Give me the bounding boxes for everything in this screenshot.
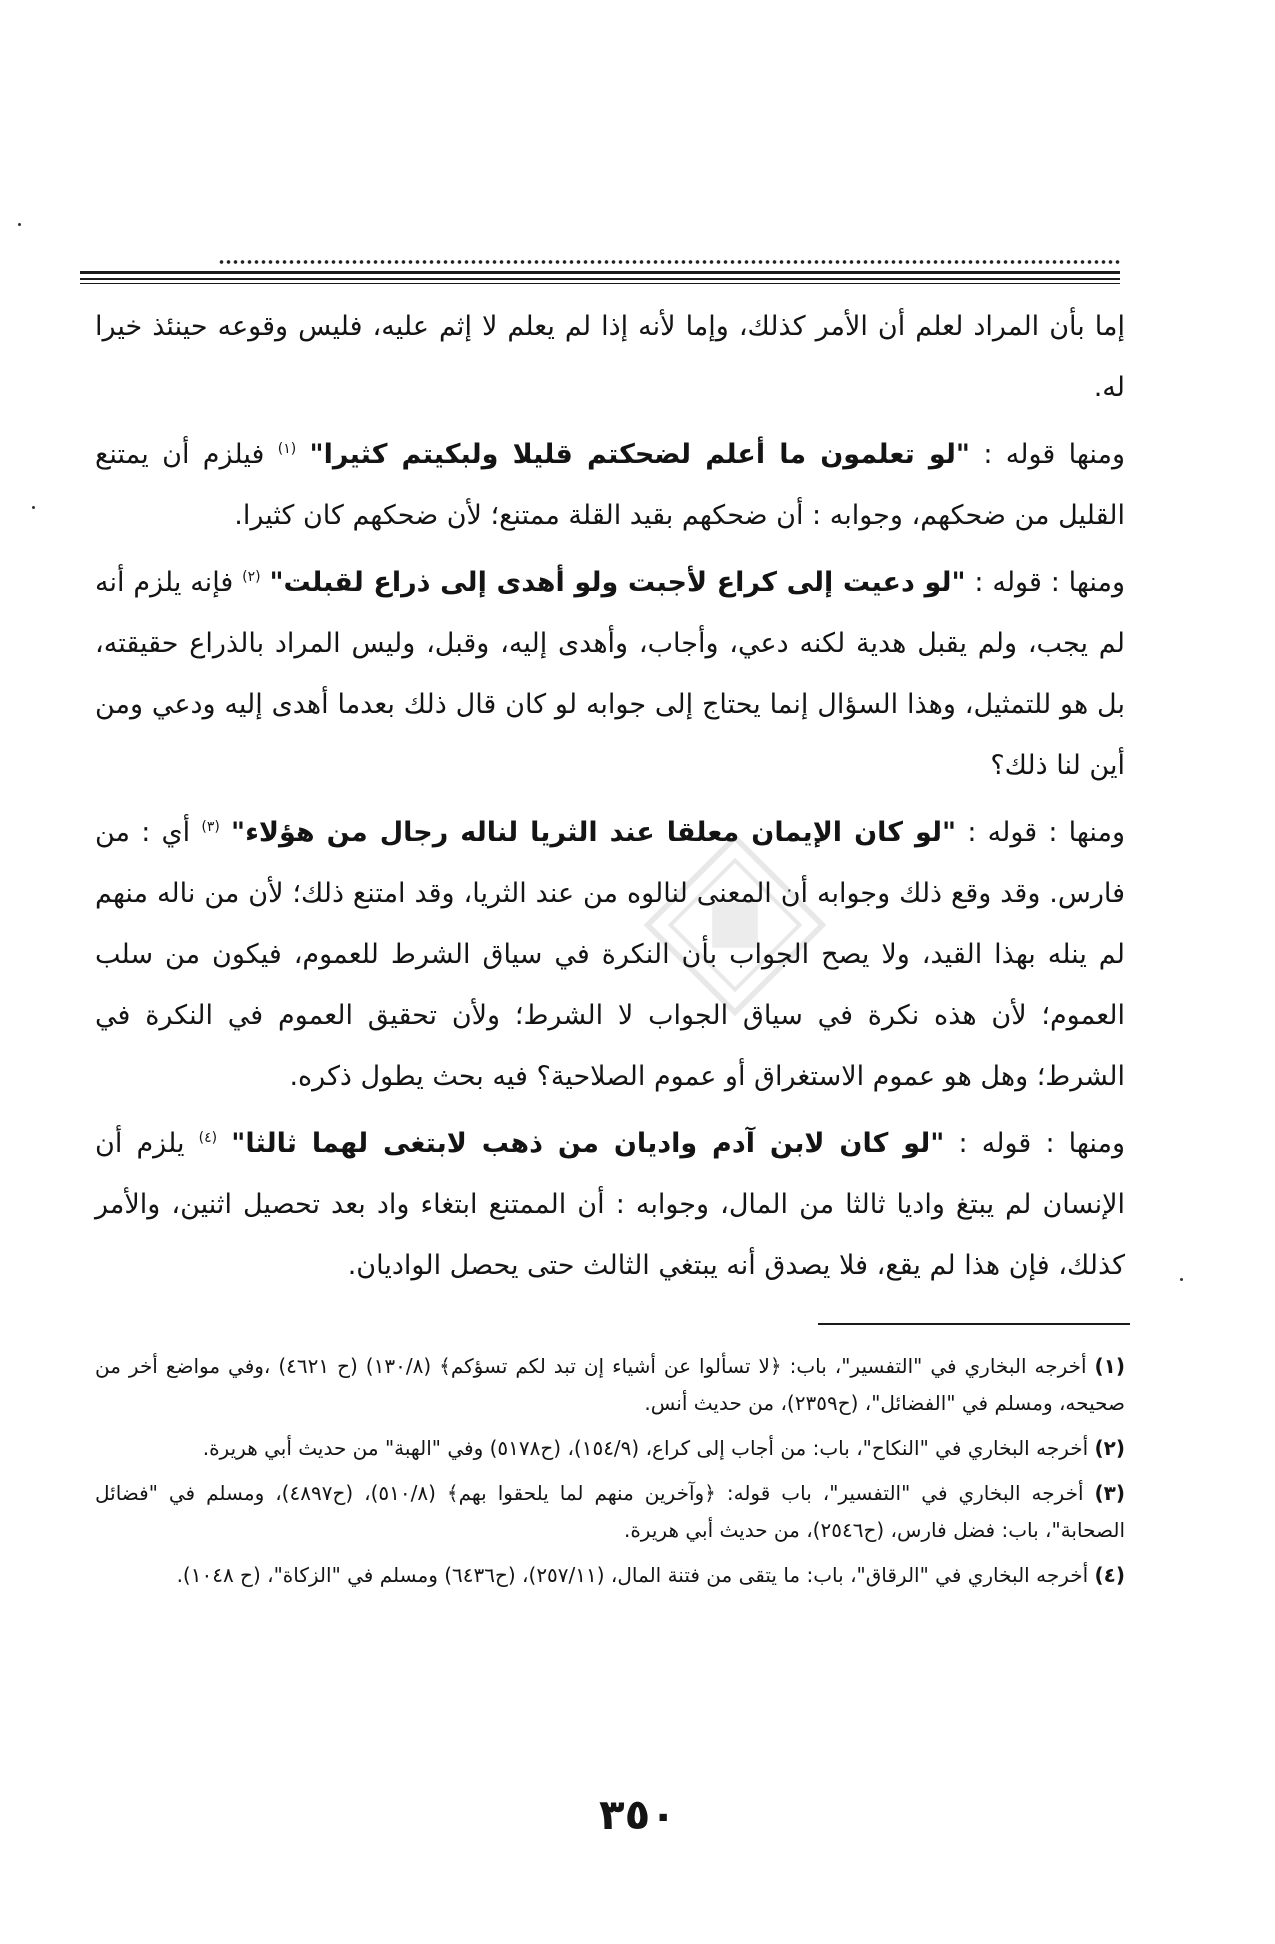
footnote-item xyxy=(95,1430,1125,1467)
paragraph-hadith-2 xyxy=(95,552,1125,796)
hadith-quote: "لو تعلمون ما أعلم لضحكتم قليلا ولبكيتم كثيرا" xyxy=(309,439,971,470)
footnote-text: أخرجه البخاري في "النكاح"، باب: من أجاب إلى كراع، (١٥٤/٩)، (ح٥١٧٨) وفي "الهبة" من حديث أبي هريرة. xyxy=(202,1436,1089,1460)
scan-speck xyxy=(18,223,21,226)
header-rule-thick xyxy=(80,271,1120,274)
hadith-quote: "لو دعيت إلى كراع لأجبت ولو أهدى إلى ذراع لقبلت" xyxy=(269,567,966,598)
paragraph-text: إما بأن المراد لعلم أن الأمر كذلك، وإما لأنه إذا لم يعلم لا إثم عليه، فليس وقوعه حينئذ خيرا له. xyxy=(95,311,1125,403)
paragraph-continuation xyxy=(95,296,1125,418)
footnote-text: أخرجه البخاري في "التفسير"، باب: ﴿لا تسألوا عن أشياء إن تبد لكم تسؤكم﴾ (١٣٠/٨) (ح ٤٦٢١) ،وفي مواضع أخر من صحيحه، ومسلم في "الفضائل"، (ح٢٣٥٩)، من حديث أنس. xyxy=(95,1354,1125,1415)
scan-speck xyxy=(1180,1278,1183,1281)
hadith-quote: "لو كان لابن آدم واديان من ذهب لابتغى لهما ثالثا" xyxy=(231,1128,945,1159)
paragraph-hadith-3 xyxy=(95,802,1125,1107)
scan-speck xyxy=(32,506,35,509)
page-number: ٣٥٠ xyxy=(599,1790,676,1839)
paragraph-lead: ومنها : قوله : xyxy=(965,567,1125,598)
paragraph-hadith-1 xyxy=(95,424,1125,546)
paragraph-tail: أي : من فارس. وقد وقع ذلك وجوابه أن المعنى لنالوه من عند الثريا، وقد امتنع ذلك؛ لأن من ناله منهم لم ينله بهذا القيد، ولا يصح الجواب بأن النكرة في سياق الشرط للعموم، فيكون من سلب العموم؛ لأن هذه نكرة في سياق الجواب لا الشرط؛ ولأن تحقيق العموم في النكرة في الشرط؛ وهل هو عموم الاستغراق أو عموم الصلاحية؟ فيه بحث يطول ذكره. xyxy=(95,817,1125,1092)
footnote-ref: (٣) xyxy=(201,819,220,835)
paragraph-hadith-4 xyxy=(95,1113,1125,1296)
footnote-text: أخرجه البخاري في "الرقاق"، باب: ما يتقى من فتنة المال، (٢٥٧/١١)، (ح٦٤٣٦) ومسلم في "الزكاة"، (ح ١٠٤٨). xyxy=(176,1563,1089,1587)
footnote-ref: (١) xyxy=(277,441,297,457)
footnote-item xyxy=(95,1348,1125,1422)
paragraph-lead: ومنها : قوله : xyxy=(956,817,1126,848)
paragraph-tail: فيلزم أن يمتنع القليل من ضحكهم، وجوابه : أن ضحكهم بقيد القلة ممتنع؛ لأن ضحكهم كان كثيرا. xyxy=(95,439,1125,531)
footnote-number: (٢) xyxy=(1094,1436,1125,1460)
footnote-item xyxy=(95,1475,1125,1549)
footnote-item xyxy=(95,1557,1125,1594)
footnote-ref: (٢) xyxy=(242,569,261,585)
header-rule-thin xyxy=(80,283,1120,284)
hadith-quote: "لو كان الإيمان معلقا عند الثريا لناله رجال من هؤلاء" xyxy=(231,817,957,848)
paragraph-tail: يلزم أن الإنسان لم يبتغ واديا ثالثا من المال، وجوابه : أن الممتنع ابتغاء واد بعد تحصيل اثنين، والأمر كذلك، فإن هذا لم يقع، فلا يصدق أنه يبتغي الثالث حتى يحصل الواديان. xyxy=(95,1128,1125,1281)
footnotes xyxy=(95,1348,1125,1602)
footnote-number: (٣) xyxy=(1094,1481,1125,1505)
footnote-separator xyxy=(818,1323,1130,1325)
header-dotted-rule xyxy=(218,258,1120,266)
main-text xyxy=(95,296,1125,1302)
footnote-text: أخرجه البخاري في "التفسير"، باب قوله: ﴿وآخرين منهم لما يلحقوا بهم﴾ (٥١٠/٨)، (ح٤٨٩٧)، ومسلم في "فضائل الصحابة"، باب: فضل فارس، (ح٢٥٤٦)، من حديث أبي هريرة. xyxy=(95,1481,1125,1542)
paragraph-lead: ومنها : قوله : xyxy=(944,1128,1125,1159)
header-rule-middle xyxy=(80,278,1120,280)
footnote-number: (٤) xyxy=(1094,1563,1125,1587)
paragraph-tail: فإنه يلزم أنه لم يجب، ولم يقبل هدية لكنه دعي، وأجاب، وأهدى إليه، وقبل، وليس المراد بالذراع حقيقته، بل هو للتمثيل، وهذا السؤال إنما يحتاج إلى جوابه لو كان قال ذلك بعدما أهدى إليه ودعي ومن أين لنا ذلك؟ xyxy=(95,567,1125,781)
footnote-number: (١) xyxy=(1094,1354,1126,1378)
footnote-ref: (٤) xyxy=(198,1130,218,1146)
paragraph-lead: ومنها قوله : xyxy=(970,439,1125,470)
